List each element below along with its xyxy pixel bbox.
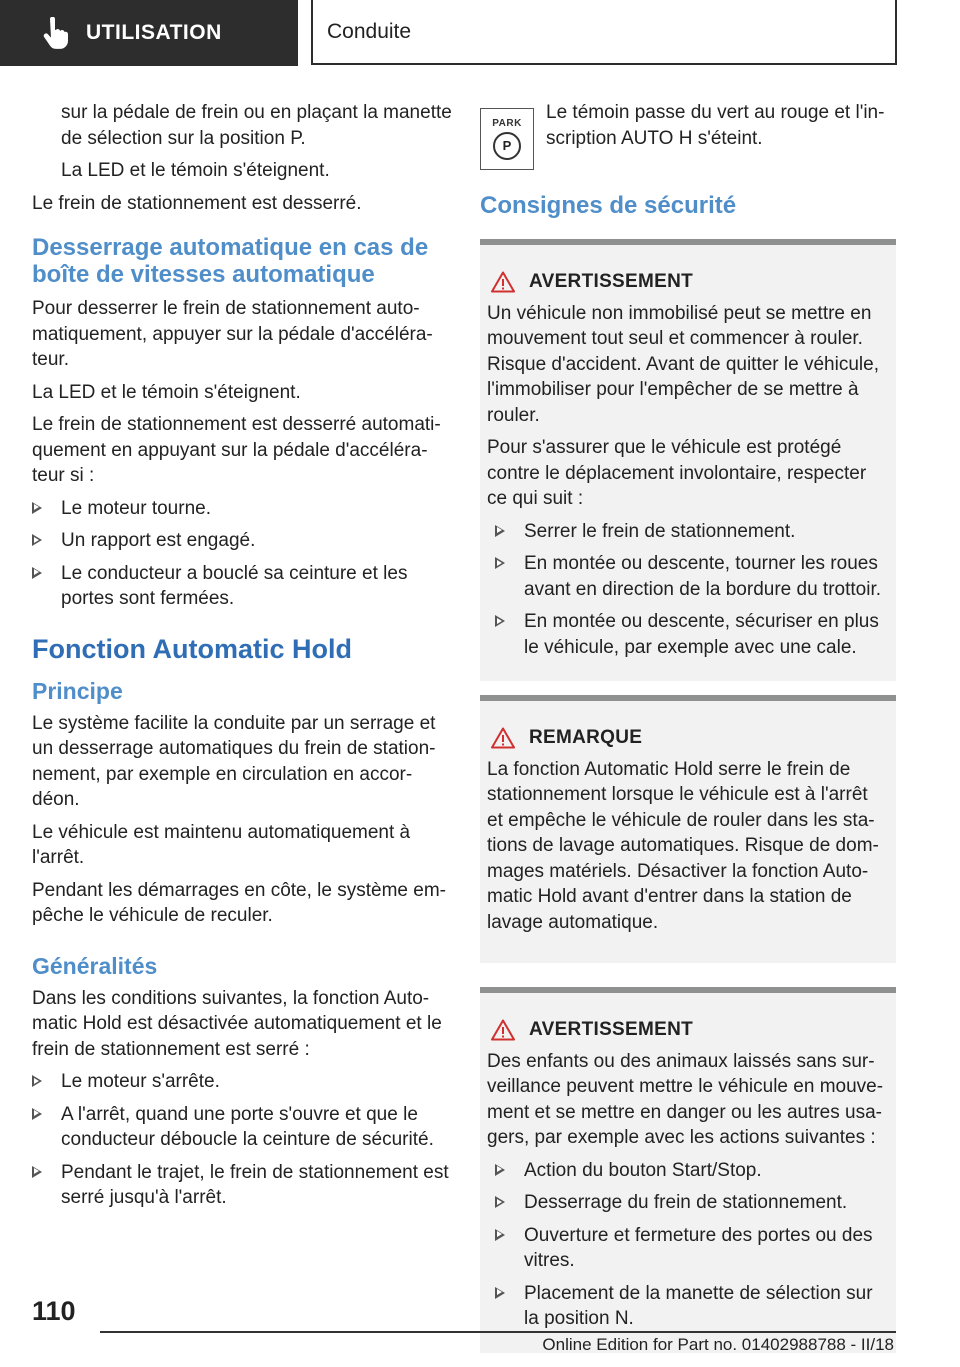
list-item-text: Le conducteur a bouclé sa ceinture et les portes sont fermées. [61,562,408,609]
warning-box-1-paragraph-2: Pour s'assurer que le véhicule est protégé contre le déplacement involontaire, respecter ce qui suit : [487,437,867,509]
right-column [480,100,896,1367]
triangle-bullet-icon [495,1229,505,1241]
hand-pointer-icon [40,17,70,49]
warning-box-1-title [487,269,888,295]
footer-divider [100,1331,896,1333]
chapter-tab-label: Conduite [327,19,412,43]
warning-title: AVERTISSEMENT [529,271,694,292]
auto-paragraph-2: La LED et le témoin s'éteignent. [32,381,301,403]
heading-automatic-hold: Fonction Automatic Hold [32,633,352,664]
heading-generalites: Généralités [32,952,158,979]
principe-paragraph-3: Pendant les démarrages en côte, le système empêche le véhicule de reculer. [32,879,446,926]
park-icon-label: PARK [492,118,522,129]
triangle-bullet-icon [495,557,505,569]
warning-triangle-icon [491,727,515,749]
triangle-bullet-icon [32,534,42,546]
warning-box-1 [480,239,896,681]
park-indicator-row [480,100,896,170]
triangle-bullet-icon [495,1164,505,1176]
warning-box-1-list [487,519,888,661]
footer-edition: Online Edition for Part no. 01402988788 - II/18 [542,1335,894,1354]
warning-title: AVERTISSEMENT [529,1019,694,1040]
list-item [32,1160,452,1211]
triangle-bullet-icon [32,1166,42,1178]
triangle-bullet-icon [32,1108,42,1120]
list-item [495,1281,888,1332]
warning-box-2 [480,987,896,1353]
warning-triangle-icon [491,1019,515,1041]
list-item [32,528,452,554]
list-item-text: Le moteur tourne. [61,497,211,519]
park-icon-circle [493,132,521,160]
auto-conditions-list [32,496,452,612]
heading-auto-release: Desserrage automatique en cas de boîte de vitesses automatique [32,234,429,288]
warning-box-2-paragraph: Des enfants ou des animaux laissés sans surveillance peuvent mettre le véhicule en mouvement et se mettre en danger ou les autres usagers, par exemple avec les actions suivantes : [487,1050,884,1148]
notice-box [480,695,896,963]
warning-box-1-paragraph-1: Un véhicule non immobilisé peut se mettre en mouvement tout seul et commencer à rouler. Risque d'accident. Avant de quitter le véhicule, l'immobiliser pour l'empêcher de se mettre à rouler. [487,302,879,426]
section-tab-label: UTILISATION [86,21,222,44]
list-item-text: Le moteur s'arrête. [61,1071,220,1092]
principe-paragraph-1: Le système facilite la conduite par un serrage et un desserrage automatiques du frein de stationnement, par exemple en circulation en accordéon. [32,712,436,810]
triangle-bullet-icon [32,567,42,579]
warning-box-2-title [487,1017,888,1043]
triangle-bullet-icon [495,1196,505,1208]
triangle-bullet-icon [495,1287,505,1299]
heading-principe: Principe [32,677,123,704]
list-item [495,1223,888,1274]
list-item [32,561,452,612]
left-column [32,100,452,1218]
list-item [495,609,888,660]
list-item [495,551,888,602]
triangle-bullet-icon [495,525,505,537]
park-brake-icon [480,108,534,170]
notice-title: REMARQUE [529,727,643,748]
list-item [495,1190,888,1216]
park-paragraph: Le témoin passe du vert au rouge et l'inscription AUTO H s'éteint. [546,102,885,149]
notice-box-paragraph: La fonction Automatic Hold serre le frein de stationnement lorsque le véhicule est à l'arrêt et empêche le véhicule de rouler dans les stations de lavage automatiques. Risque de dommages matériels. Désactiver la fonction Automatic Hold avant d'entrer dans la station de lavage automatique. [487,758,879,933]
triangle-bullet-icon [32,1075,42,1087]
list-item [32,1102,452,1153]
intro-paragraph-2: La LED et le témoin s'éteignent. [61,160,330,181]
intro-paragraph-3: Le frein de stationnement est desserré. [32,192,362,214]
section-tab[interactable] [0,0,298,66]
list-item-text: Desserrage du frein de stationnement. [524,1192,848,1213]
auto-paragraph-1: Pour desserrer le frein de stationnement automatiquement, appuyer sur la pédale d'accélérateur. [32,298,433,370]
list-item-text: Serrer le frein de stationnement. [524,520,796,542]
list-item-text: Pendant le trajet, le frein de stationnement est serré jusqu'à l'arrêt. [61,1161,449,1208]
auto-paragraph-3: Le frein de stationnement est desserré automatiquement en appuyant sur la pédale d'accélérateur si : [32,414,441,486]
page-number: 110 [32,1296,76,1326]
list-item [495,1158,888,1184]
list-item-text: A l'arrêt, quand une porte s'ouvre et que le conducteur déboucle la ceinture de sécurité. [61,1103,434,1150]
list-item-text: En montée ou descente, sécuriser en plus le véhicule, par exemple avec une cale. [524,611,879,658]
principe-paragraph-2: Le véhicule est maintenu automatiquement à l'arrêt. [32,821,411,868]
list-item-text: En montée ou descente, tourner les roues avant en direction de la bordure du trottoir. [524,553,882,600]
heading-safety: Consignes de sécurité [480,192,737,219]
list-item [32,496,452,522]
list-item-text: Placement de la manette de sélection sur la position N. [524,1282,873,1329]
triangle-bullet-icon [32,502,42,514]
intro-paragraph-1: sur la pédale de frein ou en plaçant la manette de sélection sur la position P. [61,102,452,149]
general-paragraph-1: Dans les conditions suivantes, la fonction Automatic Hold est désactivée automatiquement et le frein de stationnement est serré : [32,987,442,1060]
chapter-tab[interactable] [311,0,897,65]
list-item [495,519,888,545]
warning-box-2-list [487,1158,888,1332]
general-conditions-list [32,1069,452,1211]
list-item-text: Action du bouton Start/Stop. [524,1159,762,1181]
notice-box-title [487,725,888,751]
triangle-bullet-icon [495,615,505,627]
list-item-text: Ouverture et fermeture des portes ou des vitres. [524,1224,873,1271]
list-item-text: Un rapport est engagé. [61,530,256,551]
warning-triangle-icon [491,271,515,293]
list-item [32,1069,452,1095]
park-icon-symbol: P [502,138,512,154]
